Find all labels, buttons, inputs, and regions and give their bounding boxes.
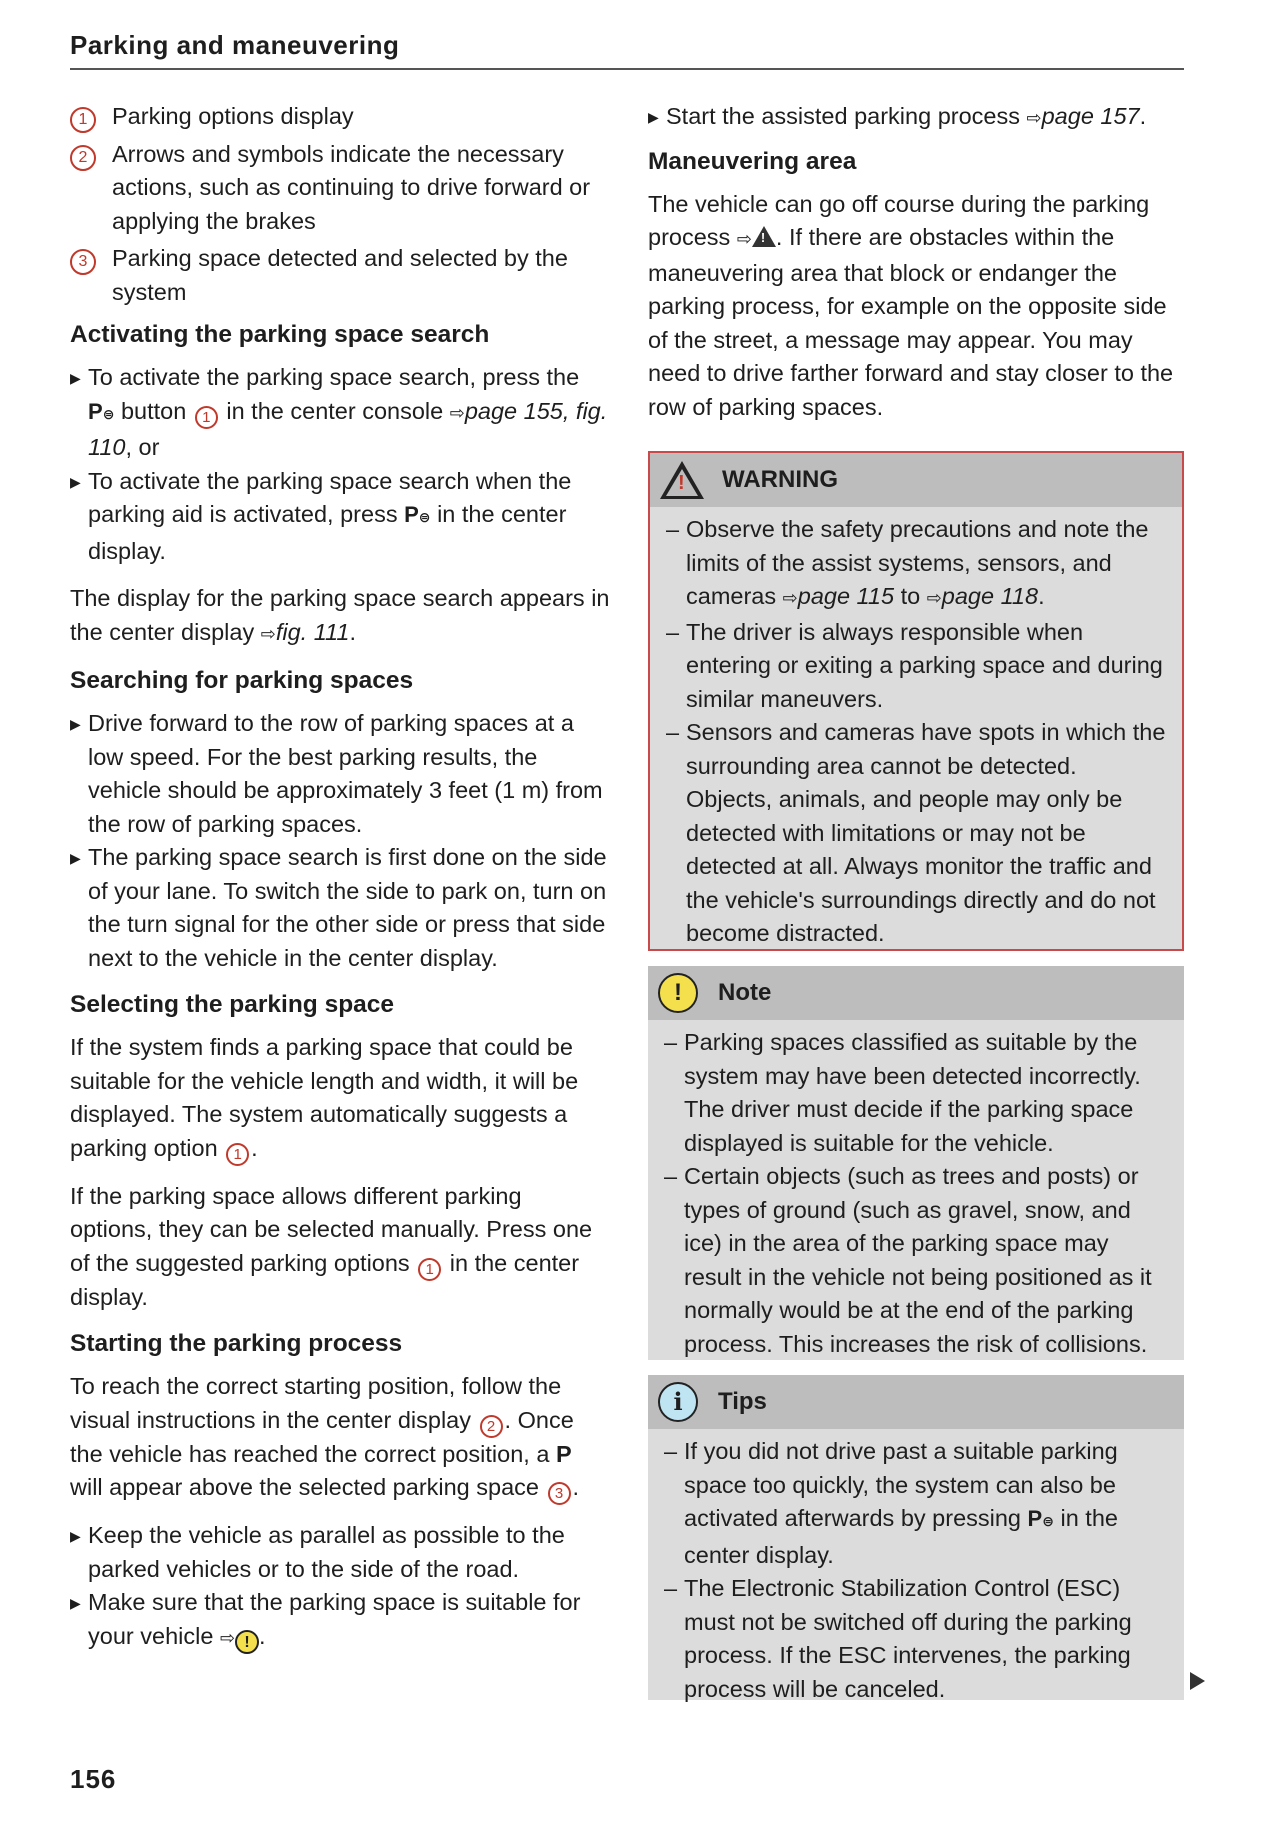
- parking-button-icon: P⊜: [88, 398, 115, 424]
- tips-item-1: [664, 1435, 1170, 1572]
- cross-reference-link[interactable]: page 155, fig. 110: [88, 397, 608, 460]
- warning-item-3: [666, 716, 1168, 951]
- text: If the parking space allows different parking options, they can be selected manually. Press one of the suggested parking options: [70, 1182, 593, 1276]
- bullet-drive-forward: [70, 707, 610, 841]
- text: Make sure that the parking space is suitable for your vehicle: [88, 1589, 581, 1649]
- text: Sensors and cameras have spots in which the surrounding area cannot be detected. Objects, animals, and people may only be detected with limitations or may not be detected at all. Always monitor the traffic and the vehicle's surroundings directly and do not become distracted.: [686, 719, 1166, 946]
- cross-reference-link[interactable]: fig. 111: [275, 618, 350, 645]
- text: The display for the parking space search appears in the center display: [70, 585, 610, 645]
- bullet-keep-parallel: [70, 1519, 610, 1586]
- right-column: [648, 100, 1184, 438]
- tips-item-2: [664, 1572, 1170, 1706]
- note-header: [648, 966, 1184, 1020]
- bullet-icon: ▶: [70, 850, 81, 866]
- text: will appear above the selected parking space: [70, 1474, 539, 1500]
- paragraph-selecting-2: [70, 1180, 610, 1315]
- text: Keep the vehicle as parallel as possible to the parked vehicles or to the side of the road.: [88, 1522, 565, 1582]
- heading-activating: Activating the parking space search: [70, 321, 490, 348]
- header-rule: [70, 68, 1184, 70]
- paragraph-display: [70, 582, 610, 651]
- warning-body: [650, 507, 1182, 957]
- bullet-icon: ▶: [70, 1528, 81, 1544]
- callout-3-icon: 3: [70, 249, 96, 275]
- exclamation-icon: !: [658, 973, 698, 1013]
- text: If you did not drive past a suitable parking space too quickly, the system can also be activated afterwards by pressing: [684, 1438, 1118, 1531]
- heading-starting: Starting the parking process: [70, 1330, 403, 1357]
- dash-mark: –: [664, 1029, 678, 1055]
- legend-item-2: [70, 138, 610, 239]
- arrow-ref-icon: ⇨: [260, 623, 276, 644]
- info-icon: i: [658, 1382, 698, 1422]
- text: . If there are obstacles within the maneuvering area that block or endanger the parking process, for example on the opposite side of the street, a message may appear. You may need to drive farther forward and stay closer to the row of parking spaces.: [648, 224, 1174, 420]
- arrow-ref-icon: ⇨: [736, 229, 752, 249]
- heading-selecting: Selecting the parking space: [70, 991, 395, 1018]
- bullet-activate-console: [70, 361, 610, 465]
- text: in the center display.: [88, 501, 567, 564]
- arrow-ref-icon: ⇨: [782, 588, 798, 608]
- arrow-ref-icon: ⇨: [1026, 108, 1042, 128]
- text: To activate the parking space search, press the: [88, 364, 580, 390]
- tips-body: [648, 1429, 1184, 1712]
- note-box: [648, 966, 1184, 1360]
- parking-button-icon: P⊜: [1027, 1506, 1054, 1531]
- text: in the center console: [226, 397, 444, 424]
- arrow-ref-icon: ⇨: [219, 1627, 236, 1648]
- bullet-activate-display: [70, 465, 610, 569]
- text: .: [1139, 103, 1147, 129]
- text: To activate the parking space search when the parking aid is activated, press: [88, 467, 572, 527]
- text: To reach the correct starting position, follow the visual instructions in the center display: [70, 1373, 562, 1433]
- legend-text-2: Arrows and symbols indicate the necessary actions, such as continuing to drive forward or applying the brakes: [112, 140, 591, 234]
- text: Observe the safety precautions and note the limits of the assist systems, sensors, and cameras: [686, 516, 1149, 609]
- tips-header: [648, 1375, 1184, 1429]
- text: Drive forward to the row of parking spaces at a low speed. For the best parking results, the vehicle should be approximately 3 feet (1 m) from the row of parking spaces.: [88, 710, 603, 837]
- text: .: [259, 1622, 266, 1649]
- legend-text-1: Parking options display: [112, 103, 354, 129]
- note-title: Note: [718, 979, 772, 1007]
- text: to: [900, 583, 921, 609]
- text: The driver is always responsible when entering or exiting a parking space and during similar maneuvers.: [686, 618, 1163, 712]
- note-body: [648, 1020, 1184, 1367]
- callout-3-icon: 3: [548, 1482, 571, 1505]
- bullet-search-side: [70, 841, 610, 975]
- dash-mark: –: [666, 719, 680, 745]
- heading-searching: Searching for parking spaces: [70, 667, 414, 694]
- text: The vehicle can go off course during the parking process: [648, 190, 1150, 250]
- text: button: [120, 397, 187, 424]
- bullet-icon: ▶: [70, 1595, 81, 1611]
- callout-1-icon: 1: [195, 406, 218, 429]
- warning-header: [650, 453, 1182, 507]
- dash-mark: –: [666, 618, 680, 645]
- text: The parking space search is first done on the side of your lane. To switch the side to park on, turn on the turn signal for the other side or press that side next to the vehicle in the center display.: [88, 844, 607, 971]
- left-column: [70, 100, 610, 1655]
- text: in the center display.: [70, 1249, 580, 1310]
- paragraph-starting: [70, 1370, 610, 1505]
- text: , or: [125, 434, 160, 460]
- tips-title: Tips: [718, 1388, 767, 1416]
- continue-arrow-icon: [1190, 1672, 1205, 1690]
- note-ref-icon[interactable]: !: [235, 1630, 259, 1654]
- arrow-ref-icon: ⇨: [449, 402, 465, 423]
- dash-mark: –: [664, 1438, 678, 1464]
- warning-title: WARNING: [722, 466, 838, 494]
- note-item-2: [664, 1160, 1170, 1361]
- warning-triangle-icon: !: [660, 461, 704, 499]
- text: The Electronic Stabilization Control (ESC) must not be switched off during the parking process. If the ESC intervenes, the parking process will be canceled.: [684, 1575, 1132, 1702]
- paragraph-selecting-1: [70, 1031, 610, 1166]
- warning-item-1: [666, 513, 1168, 616]
- cross-reference-link[interactable]: page 115: [797, 583, 895, 609]
- bullet-icon: ▶: [70, 473, 81, 490]
- bullet-icon: ▶: [648, 109, 659, 125]
- callout-2-icon: 2: [480, 1415, 503, 1438]
- paragraph-maneuvering: [648, 188, 1184, 425]
- page-number: 156: [70, 1764, 117, 1794]
- p-symbol: P: [555, 1440, 572, 1467]
- text: .: [349, 618, 356, 645]
- warning-ref-icon[interactable]: !: [752, 226, 776, 247]
- text: If the system finds a parking space that could be suitable for the vehicle length and width, it will be displayed. The system automatically suggests a parking option: [70, 1034, 579, 1161]
- bullet-icon: ▶: [70, 716, 81, 732]
- callout-1-icon: 1: [70, 107, 96, 133]
- bullet-start-assisted: [648, 100, 1184, 136]
- tips-box: [648, 1375, 1184, 1700]
- page-header-title: Parking and maneuvering: [70, 30, 400, 60]
- parking-button-icon: P⊜: [404, 502, 431, 527]
- callout-1-icon: 1: [418, 1258, 441, 1281]
- legend-item-1: [70, 100, 610, 134]
- callout-2-icon: 2: [70, 145, 96, 171]
- text: .: [1038, 583, 1045, 609]
- text: Parking spaces classified as suitable by the system may have been detected incorrectly. The driver must decide if the parking space displayed is suitable for the vehicle.: [684, 1029, 1141, 1156]
- legend-item-3: [70, 242, 610, 309]
- callout-1-icon: 1: [226, 1143, 249, 1166]
- cross-reference-link[interactable]: page 118: [941, 583, 1039, 609]
- text: Start the assisted parking process: [666, 103, 1020, 129]
- text: Certain objects (such as trees and posts) or types of ground (such as gravel, snow, and ice) in the area of the parking space may result in the vehicle not being positioned as it normally would be at the end of the parking process. This increases the risk of collisions.: [684, 1163, 1152, 1357]
- bullet-suitable: [70, 1586, 610, 1655]
- note-item-1: [664, 1026, 1170, 1160]
- bullet-icon: ▶: [70, 370, 81, 386]
- text: .: [572, 1474, 580, 1500]
- warning-item-2: [666, 616, 1168, 717]
- dash-mark: –: [664, 1163, 678, 1189]
- legend-text-3: Parking space detected and selected by the system: [112, 245, 568, 305]
- text: in the center display.: [684, 1505, 1118, 1568]
- text: . Once the vehicle has reached the correct position, a: [70, 1406, 574, 1467]
- cross-reference-link[interactable]: page 157: [1041, 103, 1140, 129]
- dash-mark: –: [666, 516, 680, 542]
- warning-box: [648, 451, 1184, 951]
- text: .: [251, 1134, 258, 1161]
- heading-maneuvering: Maneuvering area: [648, 147, 857, 175]
- dash-mark: –: [664, 1575, 678, 1601]
- arrow-ref-icon: ⇨: [926, 588, 942, 608]
